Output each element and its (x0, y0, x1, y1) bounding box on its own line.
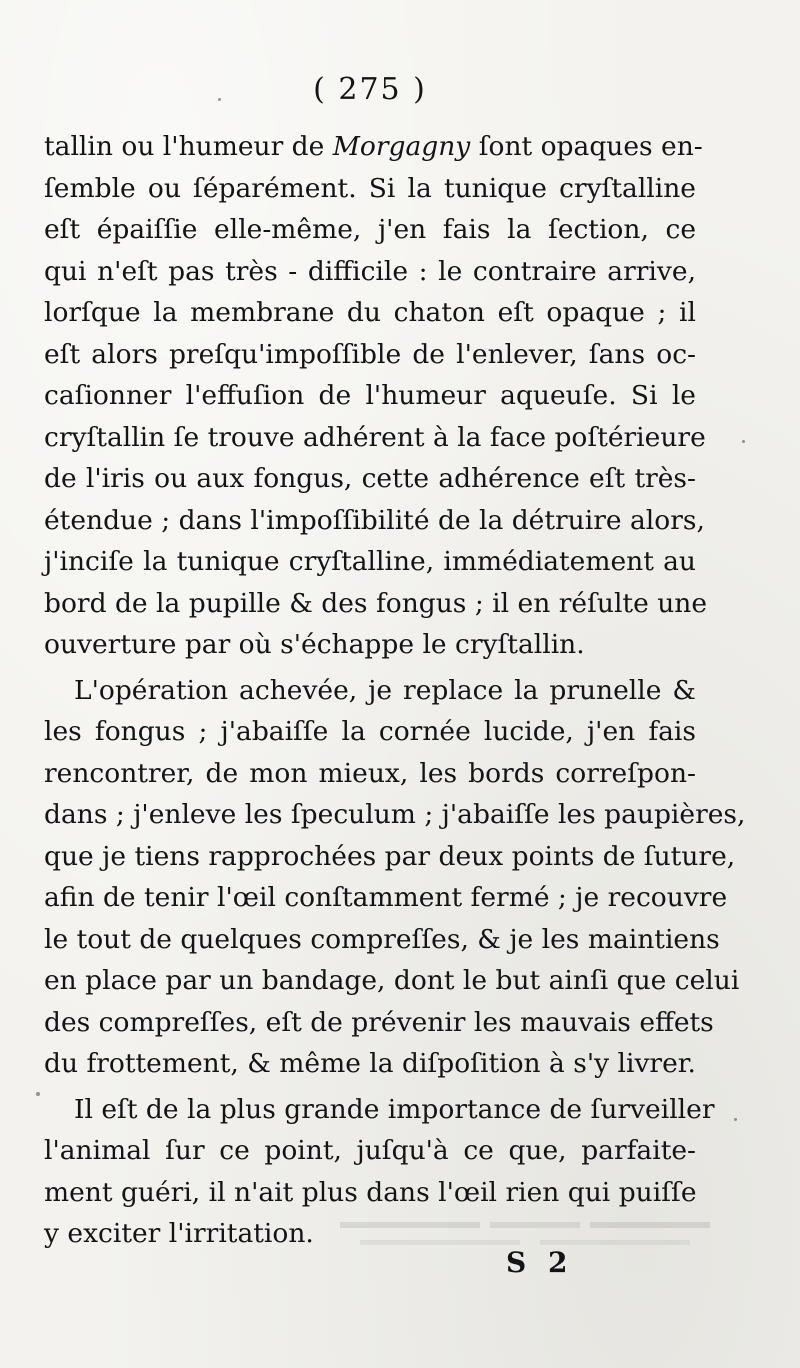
text-line: bord de la pupille & des fongus ; il en réſulte une (44, 587, 708, 619)
text-line: Il eſt de la plus grande importance de ſurveiller (74, 1093, 715, 1125)
paragraph-2 (44, 670, 746, 1085)
paper-speck (734, 1118, 737, 1121)
text-line: de l'iris ou aux fongus, cette adhérence eſt très- (44, 463, 696, 494)
paper-speck (742, 440, 745, 443)
text-line: en place par un bandage, dont le but ainſi que celui (44, 965, 740, 996)
text-line: eſt épaiſſie elle-même, j'en fais la ſection, ce (44, 214, 696, 245)
text-line: que je tiens rapprochées par deux points de ſuture, (44, 840, 736, 872)
text-line: y exciter l'irritation. (44, 1218, 314, 1249)
italic-name: Morgagny (332, 131, 471, 162)
text-line: l'animal ſur ce point, juſqu'à ce que, parfaite- (44, 1135, 696, 1166)
bleed-through-marks (330, 1214, 710, 1254)
text-line: lorſque la membrane du chaton eſt opaque ; il (44, 297, 696, 328)
text-line: qui n'eſt pas très - difficile : le contraire arrive, (44, 255, 696, 287)
text-line: ouverture par où s'échappe le cryſtallin. (44, 629, 585, 660)
text-line: ſemble ou ſéparément. Si la tunique cryſtalline (44, 172, 696, 204)
paper-speck (36, 1092, 40, 1096)
text-line: afin de tenir l'œil conſtamment fermé ; je recouvre (44, 882, 728, 913)
text-line: rencontrer, de mon mieux, les bords correſpon- (44, 757, 696, 789)
text-line: des compreſſes, eſt de prévenir les mauvais effets (44, 1006, 714, 1038)
text-line: caſionner l'effuſion de l'humeur aqueuſe. Si le (44, 380, 696, 411)
page-number: ( 275 ) (313, 72, 427, 107)
signature-mark: S 2 (506, 1246, 574, 1279)
text-line: j'inciſe la tunique cryſtalline, immédiatement au (44, 546, 696, 577)
text-line: eſt alors preſqu'impoſſible de l'enlever, ſans oc- (44, 338, 696, 370)
text-line: du frottement, & même la diſpoſition à s'y livrer. (44, 1048, 696, 1079)
bleed-through-texture (330, 1214, 710, 1260)
text-line: tallin ou l'humeur de Morgagny ſont opaques en- (44, 131, 703, 162)
text-line: étendue ; dans l'impoſſibilité de la détruire alors, (44, 504, 705, 536)
text-line: L'opération achevée, je replace la prunelle & (74, 674, 696, 706)
body-text (44, 126, 746, 1255)
paper-speck (218, 98, 221, 101)
text-line: les fongus ; j'abaiſſe la cornée lucide, j'en fais (44, 716, 696, 747)
text-line: le tout de quelques compreſſes, & je les maintiens (44, 923, 720, 955)
text-line: cryſtallin ſe trouve adhérent à la face poſtérieure (44, 421, 706, 453)
text-line: ment guéri, il n'ait plus dans l'œil rien qui puiſſe (44, 1176, 697, 1208)
paragraph-1 (44, 126, 708, 666)
text-line: dans ; j'enleve les ſpeculum ; j'abaiſſe les paupières, (44, 799, 746, 830)
